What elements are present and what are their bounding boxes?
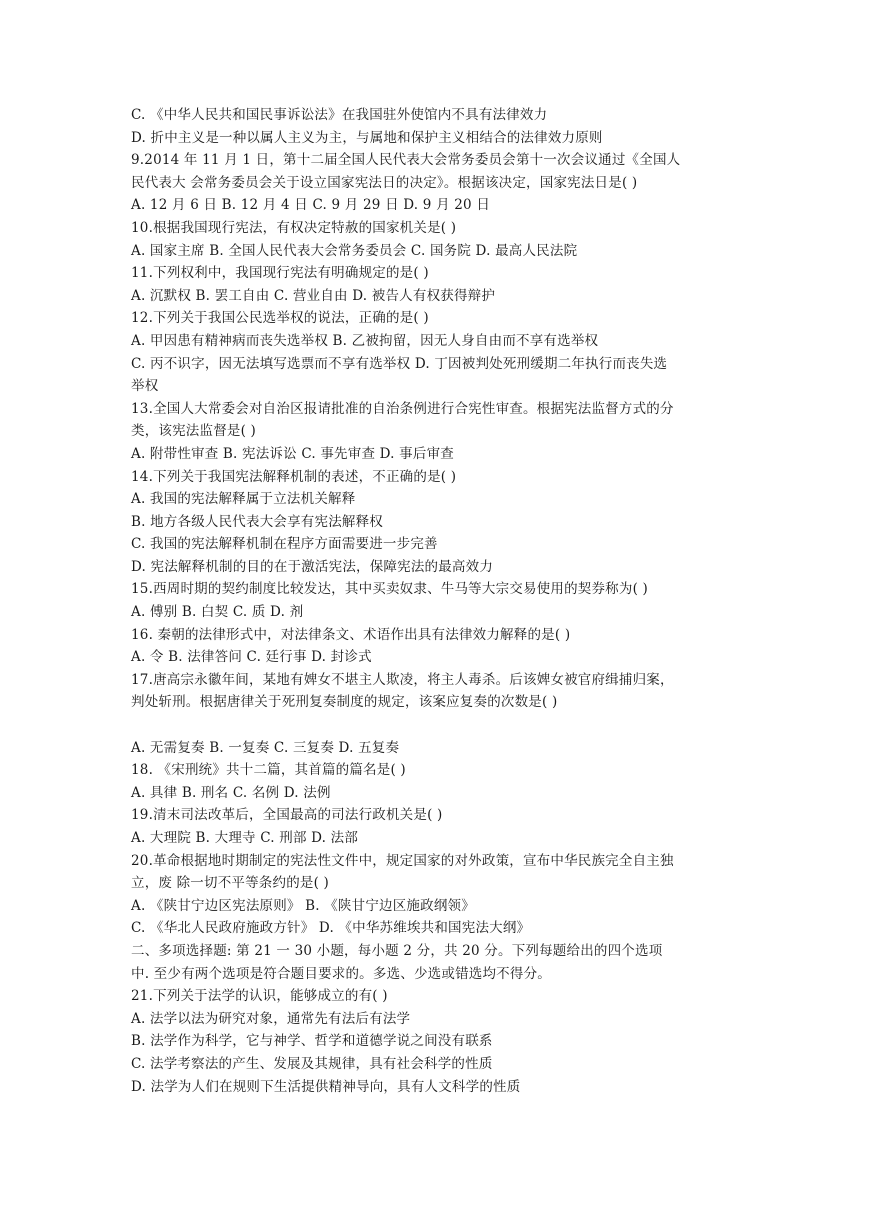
question-19-options: A. 大理院 B. 大理寺 C. 刑部 D. 法部: [131, 830, 359, 846]
question-14-option-c: C. 我国的宪法解释机制在程序方面需要进一步完善: [131, 536, 438, 553]
question-12-options-ab: A. 甲因患有精神病而丧失选举权 B. 乙被拘留，因无人身自由而不享有选举权: [131, 332, 599, 349]
question-17-line-1: 17.唐高宗永徽年间，某地有婢女不堪主人欺凌，将主人毒杀。后该婢女被官府缉捕归案，: [131, 671, 674, 688]
question-12-options-cd-cont: 举权: [131, 378, 159, 395]
question-21-option-c: C. 法学考察法的产生、发展及其规律，具有社会科学的性质: [131, 1055, 493, 1072]
question-13-options: A. 附带性审查 B. 宪法诉讼 C. 事先审查 D. 事后审查: [131, 445, 454, 462]
question-20-line-2: 立，废 除一切不平等条约的是( ): [131, 875, 330, 892]
question-9-line-1: 9.2014 年 11 月 1 日，第十二届全国人民代表大会常务委员会第十一次会议通过《全国人: [131, 152, 681, 169]
question-12: 12.下列关于我国公民选举权的说法，正确的是( ): [131, 310, 429, 327]
question-14-option-a: A. 我国的宪法解释属于立法机关解释: [131, 491, 356, 508]
question-9-line-2: 民代表大 会常务委员会关于设立国家宪法日的决定》。根据该决定，国家宪法日是( ): [131, 174, 638, 191]
question-10: 10.根据我国现行宪法，有权决定特赦的国家机关是( ): [131, 219, 457, 236]
question-19: 19.清末司法改革后，全国最高的司法行政机关是( ): [131, 807, 443, 824]
question-13-line-1: 13.全国人大常委会对自治区报请批准的自治条例进行合宪性审查。根据宪法监督方式的分: [131, 400, 674, 417]
blank-line: [131, 714, 741, 737]
question-16-options: A. 令 B. 法律答问 C. 廷行事 D. 封诊式: [131, 649, 372, 666]
question-20-options-cd: C. 《华北人民政府施政方针》 D. 《中华苏维埃共和国宪法大纲》: [131, 920, 531, 937]
question-11-options: A. 沉默权 B. 罢工自由 C. 营业自由 D. 被告人有权获得辩护: [131, 287, 496, 304]
section-2-heading-line-2: 中. 至少有两个选项是符合题目要求的。多选、少选或错选均不得分。: [131, 965, 551, 982]
question-14-option-b: B. 地方各级人民代表大会享有宪法解释权: [131, 513, 384, 530]
question-21-option-b: B. 法学作为科学，它与神学、哲学和道德学说之间没有联系: [131, 1033, 493, 1050]
text-line: D. 折中主义是一种以属人主义为主，与属地和保护主义相结合的法律效力原则: [131, 129, 603, 146]
question-18-options: A. 具律 B. 刑名 C. 名例 D. 法例: [131, 784, 331, 801]
question-14-option-d: D. 宪法解释机制的目的在于激活宪法，保障宪法的最高效力: [131, 558, 494, 575]
question-16: 16. 秦朝的法律形式中，对法律条文、术语作出具有法律效力解释的是( ): [131, 626, 571, 643]
section-2-heading-line-1: 二、多项选择题: 第 21 一 30 小题，每小题 2 分，共 20 分。下列每题给出的四个选项: [131, 942, 663, 959]
question-12-options-cd: C. 丙不识字，因无法填写选票而不享有选举权 D. 丁因被判处死刑缓期二年执行而丧失选: [131, 355, 668, 372]
question-14: 14.下列关于我国宪法解释机制的表述，不正确的是( ): [131, 468, 457, 485]
question-9-options: A. 12 月 6 日 B. 12 月 4 日 C. 9 月 29 日 D. 9 月 20 日: [131, 197, 491, 214]
question-10-options: A. 国家主席 B. 全国人民代表大会常务委员会 C. 国务院 D. 最高人民法院: [131, 242, 578, 259]
question-20-line-1: 20.革命根据地时期制定的宪法性文件中，规定国家的对外政策，宣布中华民族完全自主独: [131, 852, 674, 869]
question-18: 18. 《宋刑统》共十二篇，其首篇的篇名是( ): [131, 762, 406, 779]
question-17-line-2: 判处斩刑。根据唐律关于死刑复奏制度的规定，该案应复奏的次数是( ): [131, 694, 558, 711]
question-15-options: A. 傅别 B. 白契 C. 质 D. 剂: [131, 604, 304, 621]
question-11: 11.下列权利中，我国现行宪法有明确规定的是( ): [131, 265, 429, 282]
question-20-options-ab: A. 《陕甘宁边区宪法原则》 B. 《陕甘宁边区施政纲领》: [131, 897, 475, 914]
question-17-options: A. 无需复奏 B. 一复奏 C. 三复奏 D. 五复奏: [131, 739, 400, 756]
text-line: C. 《中华人民共和国民事诉讼法》在我国驻外使馆内不具有法律效力: [131, 107, 548, 123]
question-21: 21.下列关于法学的认识，能够成立的有( ): [131, 988, 388, 1005]
question-15: 15.西周时期的契约制度比较发达，其中买卖奴隶、牛马等大宗交易使用的契券称为( ): [131, 581, 648, 598]
question-21-option-a: A. 法学以法为研究对象，通常先有法后有法学: [131, 1010, 411, 1027]
question-13-line-2: 类，该宪法监督是( ): [131, 423, 257, 440]
question-21-option-d: D. 法学为人们在规则下生活提供精神导向，具有人文科学的性质: [131, 1078, 521, 1095]
document-body: [131, 104, 741, 1098]
